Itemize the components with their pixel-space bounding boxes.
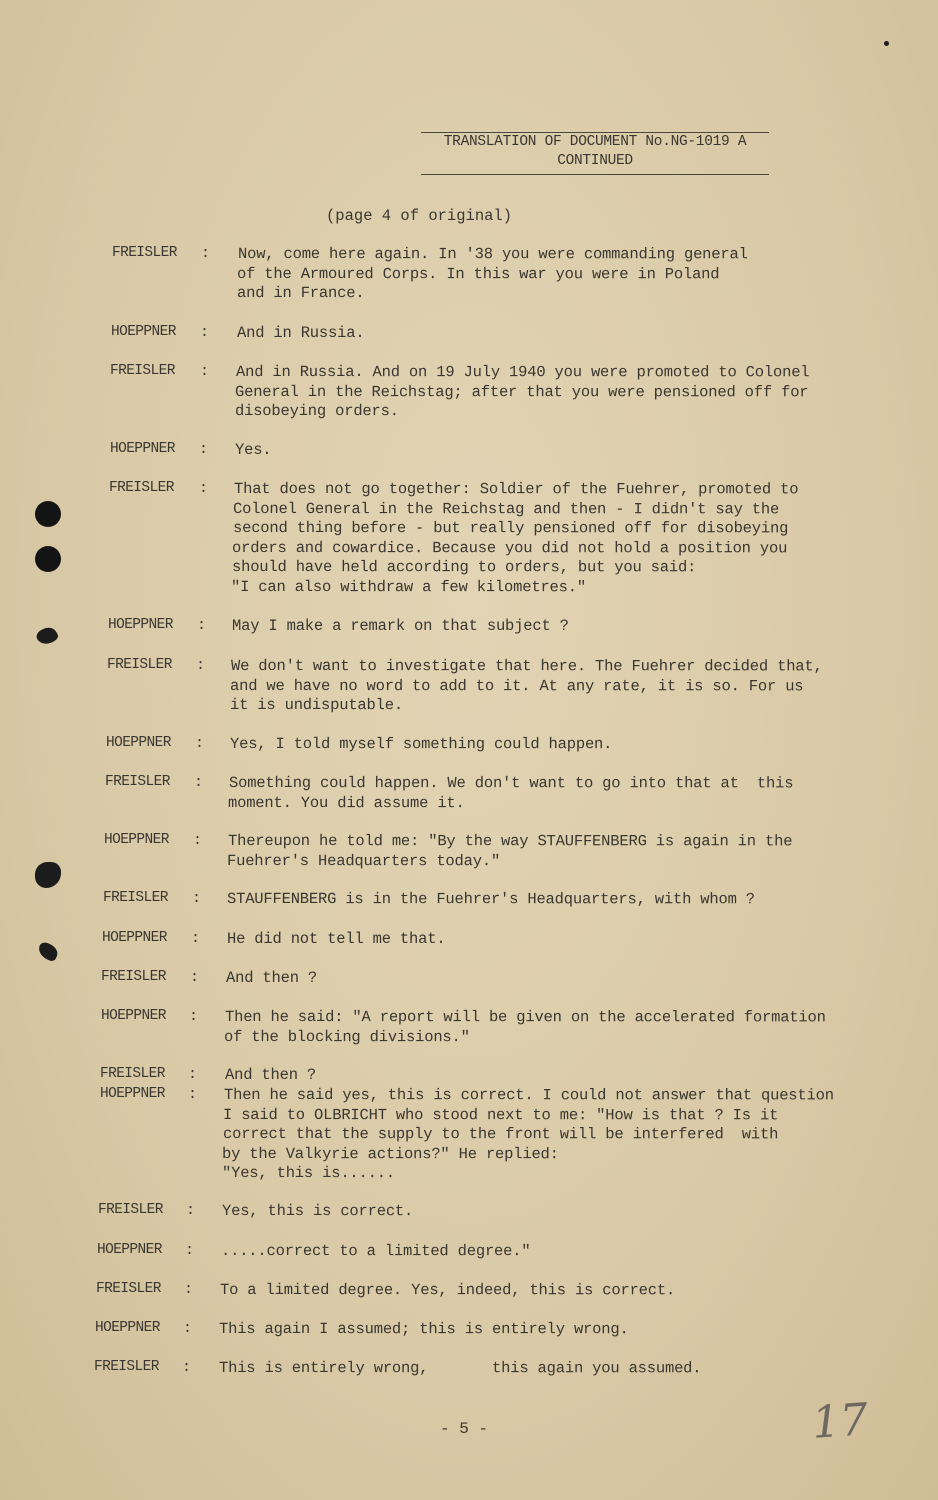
ink-mark xyxy=(34,624,59,648)
dialogue-line: of the blocking divisions." xyxy=(224,1027,471,1046)
dialogue-line: Colonel General in the Reichstag and then - I didn't say the xyxy=(233,499,780,518)
dialogue-line: should have held according to orders, but you said: xyxy=(231,558,696,577)
dialogue-line: And in Russia. And on 19 July 1940 you were promoted to Colonel xyxy=(235,363,810,382)
speaker-label: HOEPPNER xyxy=(104,832,169,848)
speaker-colon: : xyxy=(191,930,201,947)
speaker-label: FREISLER xyxy=(96,1281,161,1297)
speaker-label: FREISLER xyxy=(101,969,166,985)
header-title: TRANSLATION OF DOCUMENT No.NG-1019 A xyxy=(421,132,769,152)
speaker-colon: : xyxy=(185,1242,195,1259)
dialogue-line: correct that the supply to the front will be interfered with xyxy=(222,1125,779,1144)
speaker-colon: : xyxy=(188,1086,198,1103)
speaker-colon: : xyxy=(201,245,211,262)
dialogue-line: I said to OLBRICHT who stood next to me: "How is that ? Is it xyxy=(223,1105,779,1124)
dialogue-line: Now, come here again. In '38 you were commanding general xyxy=(237,245,748,264)
dialogue-line: This again I assumed; this is entirely wrong. xyxy=(218,1320,629,1339)
page-of-original: (page 4 of original) xyxy=(326,207,513,225)
speaker-colon: : xyxy=(190,969,200,986)
speaker-colon: : xyxy=(195,735,205,752)
speaker-colon: : xyxy=(186,1202,196,1219)
speaker-label: FREISLER xyxy=(110,363,175,379)
dialogue-line: moment. You did assume it. xyxy=(228,793,466,812)
dialogue-line: To a limited degree. Yes, indeed, this is correct. xyxy=(219,1281,676,1300)
dialogue-line: it is undisputable. xyxy=(229,696,403,715)
speaker-colon: : xyxy=(200,324,210,341)
dialogue-line: "I can also withdraw a few kilometres." xyxy=(230,577,586,596)
dialogue-line: This is entirely wrong, this again you assumed. xyxy=(218,1359,702,1378)
dialogue-line: orders and cowardice. Because you did not hold a position you xyxy=(232,538,788,557)
speaker-colon: : xyxy=(188,1066,198,1083)
page-number: - 5 - xyxy=(440,1420,489,1438)
dialogue-line: Yes, I told myself something could happen. xyxy=(229,735,613,754)
dialogue-line: Then he said: "A report will be given on the accelerated formation xyxy=(224,1008,826,1027)
dialogue-line: That does not go together: Soldier of the Fuehrer, promoted to xyxy=(233,480,799,499)
speaker-colon: : xyxy=(192,890,202,907)
dialogue-line: We don't want to investigate that here. The Fuehrer decided that, xyxy=(230,657,823,676)
speaker-label: FREISLER xyxy=(112,245,177,261)
dialogue-line: Yes, this is correct. xyxy=(221,1202,414,1221)
dialogue-line: "Yes, this is...... xyxy=(221,1164,395,1183)
speaker-colon: : xyxy=(182,1359,192,1376)
dialogue-line: disobeying orders. xyxy=(234,402,399,421)
speaker-colon: : xyxy=(194,774,204,791)
dialogue-line: by the Valkyrie actions?" He replied: xyxy=(222,1144,559,1163)
dialogue-line: and in France. xyxy=(236,284,365,303)
speaker-colon: : xyxy=(184,1281,194,1298)
dialogue-line: Something could happen. We don't want to go into that at this xyxy=(228,774,794,793)
speaker-label: HOEPPNER xyxy=(108,617,173,633)
speaker-label: FREISLER xyxy=(105,774,170,790)
dialogue-line: And then ? xyxy=(225,1066,317,1084)
dialogue-line: May I make a remark on that subject ? xyxy=(232,617,569,635)
dialogue-line: Yes. xyxy=(235,441,272,459)
dialogue-line: .....correct to a limited degree." xyxy=(220,1242,531,1261)
dialogue-line: And in Russia. xyxy=(237,324,365,342)
speaker-label: FREISLER xyxy=(94,1359,159,1375)
punch-hole-top xyxy=(35,501,61,527)
dialogue-line: Then he said yes, this is correct. I could not answer that question xyxy=(223,1086,834,1105)
dialogue-line: General in the Reichstag; after that you were pensioned off for xyxy=(235,382,809,401)
speaker-label: HOEPPNER xyxy=(97,1242,162,1258)
header-subtitle: CONTINUED xyxy=(421,152,769,175)
speaker-label: FREISLER xyxy=(103,890,168,906)
ink-mark xyxy=(36,940,60,962)
speaker-colon: : xyxy=(197,617,207,634)
document-header xyxy=(421,132,769,175)
speaker-label: FREISLER xyxy=(100,1066,165,1082)
speaker-label: FREISLER xyxy=(98,1202,163,1218)
speaker-colon: : xyxy=(199,441,209,458)
dialogue-line: second thing before - but really pensioned off for disobeying xyxy=(232,519,789,538)
dialogue-line: He did not tell me that. xyxy=(227,930,446,948)
dialogue-line: Fuehrer's Headquarters today." xyxy=(227,851,501,870)
speaker-colon: : xyxy=(193,832,203,849)
speaker-label: HOEPPNER xyxy=(101,1008,166,1024)
dialogue-line: Thereupon he told me: "By the way STAUFFENBERG is again in the xyxy=(227,832,793,851)
speaker-label: HOEPPNER xyxy=(111,324,176,340)
speaker-label: HOEPPNER xyxy=(100,1086,165,1102)
speaker-label: FREISLER xyxy=(109,480,174,496)
punch-hole-bottom xyxy=(35,546,61,572)
speaker-colon: : xyxy=(189,1008,199,1025)
handwritten-page-number: 17 xyxy=(810,1394,870,1449)
speaker-colon: : xyxy=(183,1320,193,1337)
ink-dot xyxy=(884,41,889,46)
speaker-label: HOEPPNER xyxy=(95,1320,160,1336)
dialogue-line: And then ? xyxy=(226,969,318,987)
ink-mark xyxy=(35,862,61,888)
speaker-label: HOEPPNER xyxy=(106,735,171,751)
speaker-label: HOEPPNER xyxy=(110,441,175,457)
speaker-colon: : xyxy=(200,363,210,380)
speaker-colon: : xyxy=(199,480,209,497)
dialogue-line: and we have no word to add to it. At any rate, it is so. For us xyxy=(230,676,804,695)
dialogue-line: STAUFFENBERG is in the Fuehrer's Headquarters, with whom ? xyxy=(226,890,755,909)
speaker-label: HOEPPNER xyxy=(102,930,167,946)
speaker-colon: : xyxy=(196,657,206,674)
speaker-label: FREISLER xyxy=(107,657,172,673)
dialogue-line: of the Armoured Corps. In this war you were in Poland xyxy=(237,264,720,283)
